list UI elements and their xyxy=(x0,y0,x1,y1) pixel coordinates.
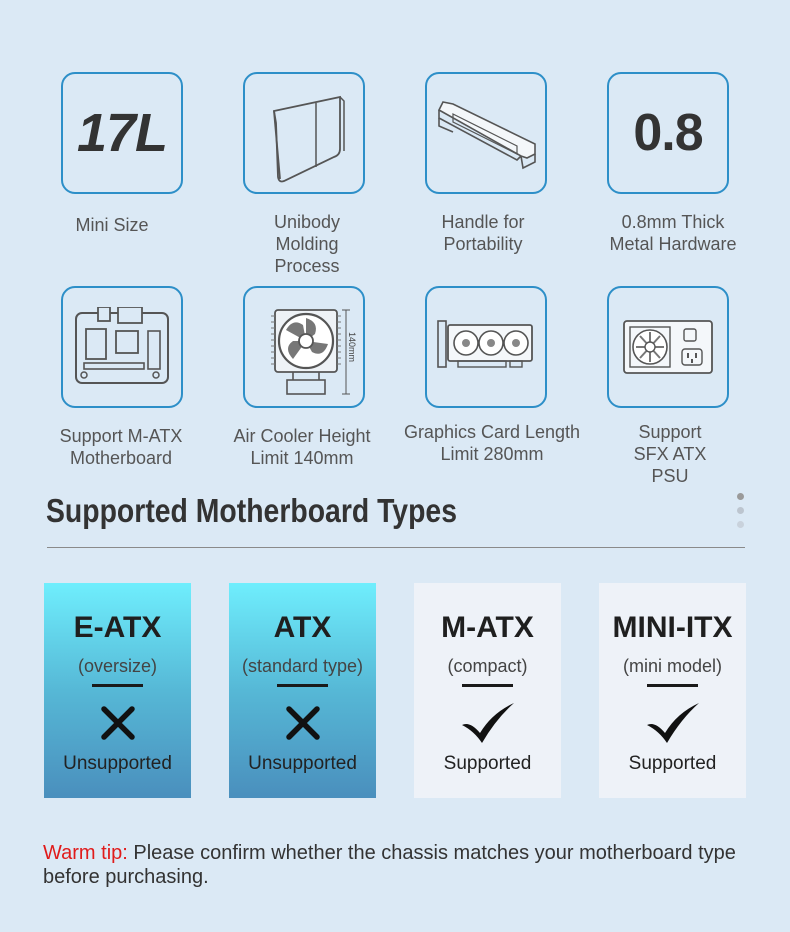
caption-thickness: 0.8mm Thick Metal Hardware xyxy=(609,212,737,254)
section-divider xyxy=(47,547,745,548)
air-cooler-icon xyxy=(249,292,359,402)
psu-icon xyxy=(618,317,718,377)
board-desc: (oversize) xyxy=(77,656,157,676)
board-divider xyxy=(647,684,698,687)
board-name: MINI-ITX xyxy=(612,611,733,644)
caption-handle: Handle for Portability xyxy=(441,212,525,254)
board-name: M-ATX xyxy=(441,611,534,644)
caption-motherboard: Support M-ATX Motherboard xyxy=(59,426,183,468)
board-divider xyxy=(462,684,513,687)
warm-tip-label: Warm tip: xyxy=(43,842,128,864)
thickness-text-icon: 0.8 xyxy=(633,104,703,162)
board-status: Supported xyxy=(628,753,717,774)
caption-psu: Support SFX ATX PSU xyxy=(633,422,707,486)
warm-tip-text: Please confirm whether the chassis matches your motherboard type before purchasing. xyxy=(43,842,736,888)
feature-air-cooler-box xyxy=(243,286,365,408)
board-card-m-atx xyxy=(414,583,561,798)
board-desc: (compact) xyxy=(447,656,528,676)
caption-graphics-card: Graphics Card Length Limit 280mm xyxy=(403,422,581,464)
feature-unibody-box xyxy=(243,72,365,194)
board-divider xyxy=(277,684,328,687)
feature-mini-size-box xyxy=(61,72,183,194)
motherboard-icon xyxy=(72,307,172,387)
board-divider xyxy=(92,684,143,687)
feature-handle-box xyxy=(425,72,547,194)
cooler-height-label: 140mm xyxy=(347,332,357,363)
cross-icon xyxy=(44,701,191,745)
board-status: Supported xyxy=(443,753,532,774)
board-status: Unsupported xyxy=(248,753,357,774)
board-card-atx xyxy=(229,583,376,798)
caption-mini-size: Mini Size xyxy=(75,215,149,235)
check-icon xyxy=(599,701,746,745)
handle-icon xyxy=(431,88,541,178)
caption-air-cooler: Air Cooler Height Limit 140mm xyxy=(233,426,371,468)
board-desc: (standard type) xyxy=(241,656,364,676)
graphics-card-icon xyxy=(436,317,536,377)
board-name: E-ATX xyxy=(73,611,162,644)
feature-thickness-box xyxy=(607,72,729,194)
board-card-mini-itx xyxy=(599,583,746,798)
board-desc: (mini model) xyxy=(622,656,723,676)
caption-unibody: Unibody Molding Process xyxy=(273,212,341,276)
decorative-dots xyxy=(737,493,745,535)
cross-icon xyxy=(229,701,376,745)
board-status: Unsupported xyxy=(63,753,172,774)
feature-psu-box xyxy=(607,286,729,408)
17l-text-icon: 17L xyxy=(76,103,168,163)
warm-tip xyxy=(43,841,753,889)
board-card-e-atx xyxy=(44,583,191,798)
feature-motherboard-box xyxy=(61,286,183,408)
check-icon xyxy=(414,701,561,745)
unibody-panel-icon xyxy=(254,83,354,183)
section-title: Supported Motherboard Types xyxy=(46,492,457,529)
board-name: ATX xyxy=(273,611,332,644)
feature-graphics-card-box xyxy=(425,286,547,408)
